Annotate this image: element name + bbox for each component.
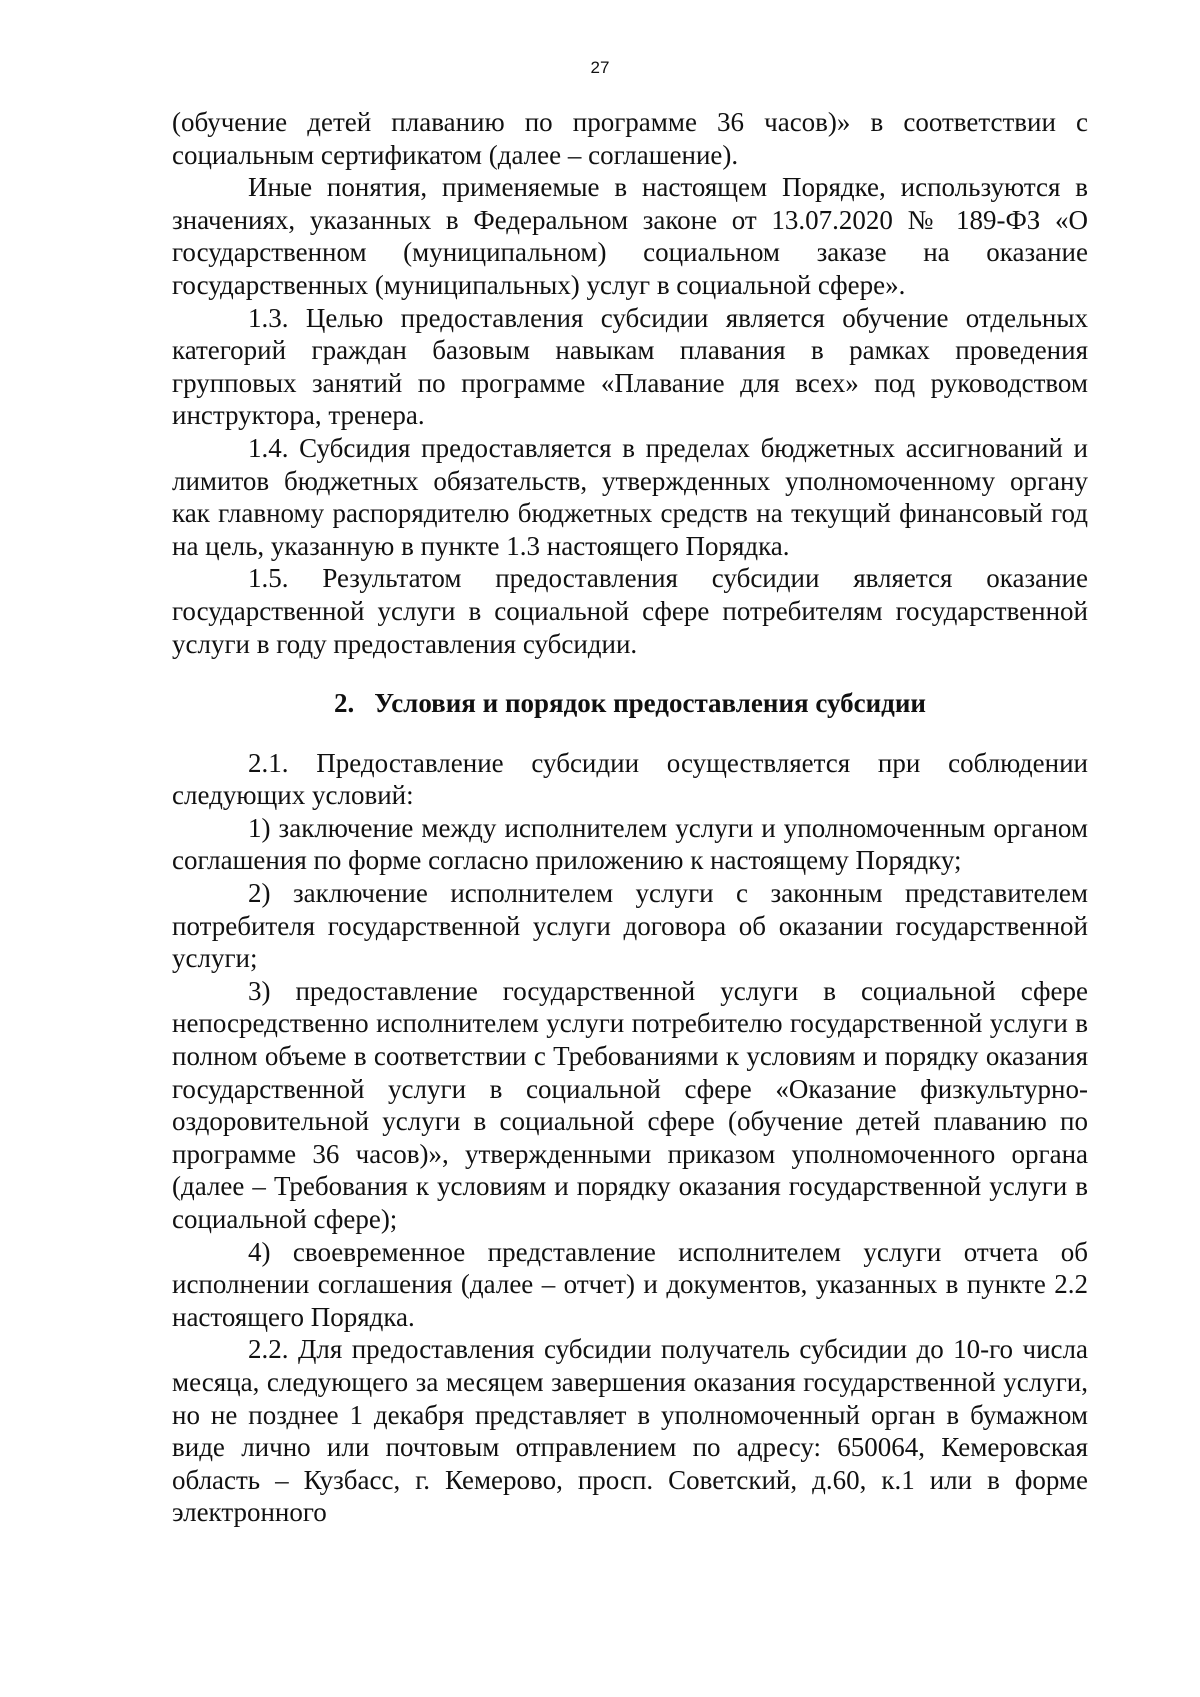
paragraph-continuation: (обучение детей плаванию по программе 36 часов)» в соответствии с социальным сертификатом (далее – соглашение). [172,107,1088,170]
paragraph-1-3: 1.3. Целью предоставления субсидии является обучение отдельных категорий граждан базовым навыкам плавания в рамках проведения групповых занятий по программе «Плавание для всех» под руководством инструктора, тренера. [172,302,1088,431]
list-item-condition-1: 1) заключение между исполнителем услуги и уполномоченным органом соглашения по форме согласно приложению к настоящему Порядку; [172,812,1088,876]
paragraph-2-2: 2.2. Для предоставления субсидии получатель субсидии до 10-го числа месяца, следующего за месяцем завершения оказания государственной услуги, но не позднее 1 декабря представляет в уполномоченный орган в бумажном виде лично или почтовым отправлением по адресу: 650064, Кемеровская область – Кузбасс, г. Кемерово, просп. Советский, д.60, к.1 или в форме электронного [172,1334,1088,1528]
list-item-condition-3: 3) предоставление государственной услуги в социальной сфере непосредственно исполнителем услуги потребителю государственной услуги в полном объеме в соответствии с Требованиями к условиям и порядку оказания государственной услуги в социальной сфере «Оказание физкультурно-оздоровительной услуги в социальной сфере (обучение детей плаванию по программе 36 часов)», утвержденными приказом уполномоченного органа (далее – Требования к условиям и порядку оказания государственной услуги в социальной сфере); [172,975,1088,1234]
section-title: Условия и порядок предоставления субсидии [374,688,926,719]
section-heading [172,687,1088,720]
document-body [172,106,1088,1529]
paragraph-definitions: Иные понятия, применяемые в настоящем Порядке, используются в значениях, указанных в Федеральном законе от 13.07.2020 № 189-ФЗ «О государственном (муниципальном) социальном заказе на оказание государственных (муниципальных) услуг в социальной сфере». [172,172,1088,300]
paragraph-1-4: 1.4. Субсидия предоставляется в пределах бюджетных ассигнований и лимитов бюджетных обязательств, утвержденных уполномоченному органу как главному распорядителю бюджетных средств на текущий финансовый год на цель, указанную в пункте 1.3 настоящего Порядка. [172,432,1088,561]
page-number: 27 [590,58,610,77]
section-number: 2. [334,688,355,719]
paragraph-2-1: 2.1. Предоставление субсидии осуществляется при соблюдении следующих условий: [172,747,1088,811]
paragraph-1-5: 1.5. Результатом предоставления субсидии является оказание государственной услуги в социальной сфере потребителям государственной услуги в году предоставления субсидии. [172,563,1088,659]
list-item-condition-2: 2) заключение исполнителем услуги с законным представителем потребителя государственной услуги договора об оказании государственной услуги; [172,878,1088,974]
list-item-condition-4: 4) своевременное представление исполнителем услуги отчета об исполнении соглашения (далее – отчет) и документов, указанных в пункте 2.2 настоящего Порядка. [172,1236,1088,1332]
